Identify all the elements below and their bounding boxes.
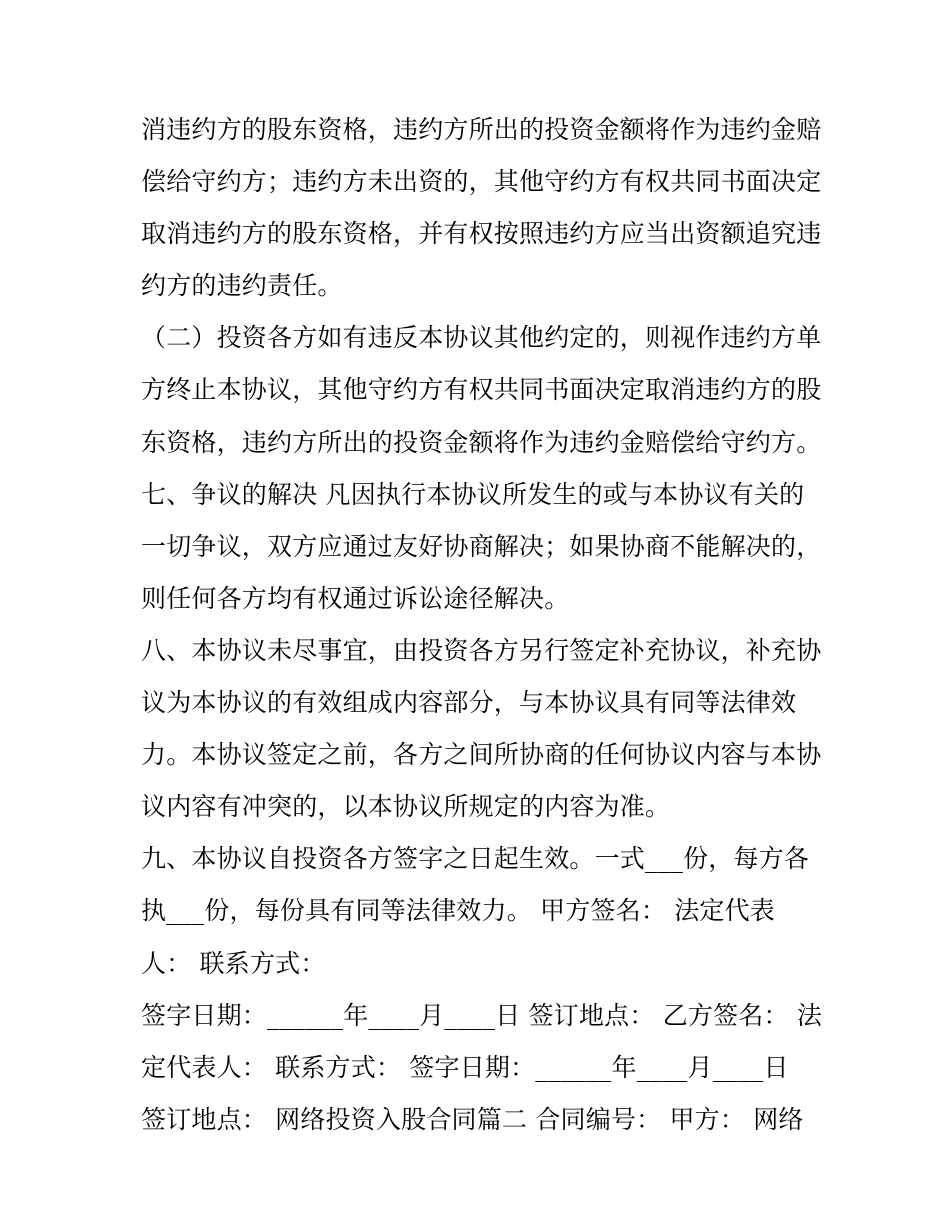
text-line: 取消违约方的股东资格，并有权按照违约方应当出资额追究违 bbox=[141, 219, 822, 249]
text-line: 消违约方的股东资格，违约方所出的投资金额将作为违约金赔 bbox=[141, 115, 822, 144]
text-line: （二）投资各方如有违反本协议其他约定的，则视作违约方单 bbox=[141, 323, 822, 353]
text-line: 签订地点： 网络投资入股合同篇二 合同编号： 甲方： 网络 bbox=[141, 1104, 804, 1134]
text-line: 议为本协议的有效组成内容部分，与本协议具有同等法律效 bbox=[141, 688, 797, 718]
text-line: 定代表人： 联系方式： 签字日期：______年____月____日 bbox=[141, 1052, 789, 1082]
text-line: 一切争议，双方应通过友好协商解决；如果协商不能解决的， bbox=[141, 531, 822, 561]
text-line: 七、争议的解决 凡因执行本协议所发生的或与本协议有关的 bbox=[141, 479, 805, 509]
text-line: 人： 联系方式： bbox=[141, 948, 326, 978]
text-line: 偿给守约方；违约方未出资的，其他守约方有权共同书面决定 bbox=[141, 167, 822, 197]
text-line: 九、本协议自投资各方签字之日起生效。一式___份，每方各 bbox=[141, 844, 810, 874]
text-line: 东资格，违约方所出的投资金额将作为违约金赔偿给守约方。 bbox=[141, 427, 822, 457]
document-body bbox=[141, 104, 821, 1146]
text-line: 八、本协议未尽事宜，由投资各方另行签定补充协议，补充协 bbox=[141, 635, 822, 665]
text-line: 签字日期：______年____月____日 签订地点： 乙方签名： 法 bbox=[141, 1000, 823, 1030]
text-line: 则任何各方均有权通过诉讼途径解决。 bbox=[141, 583, 570, 613]
text-line: 议内容有冲突的，以本协议所规定的内容为准。 bbox=[141, 792, 671, 822]
text-line: 方终止本协议，其他守约方有权共同书面决定取消违约方的股 bbox=[141, 375, 822, 405]
text-line: 力。本协议签定之前，各方之间所协商的任何协议内容与本协 bbox=[141, 740, 822, 770]
text-line: 约方的违约责任。 bbox=[141, 271, 343, 301]
text-line: 执___份，每份具有同等法律效力。 甲方签名： 法定代表 bbox=[141, 896, 775, 926]
